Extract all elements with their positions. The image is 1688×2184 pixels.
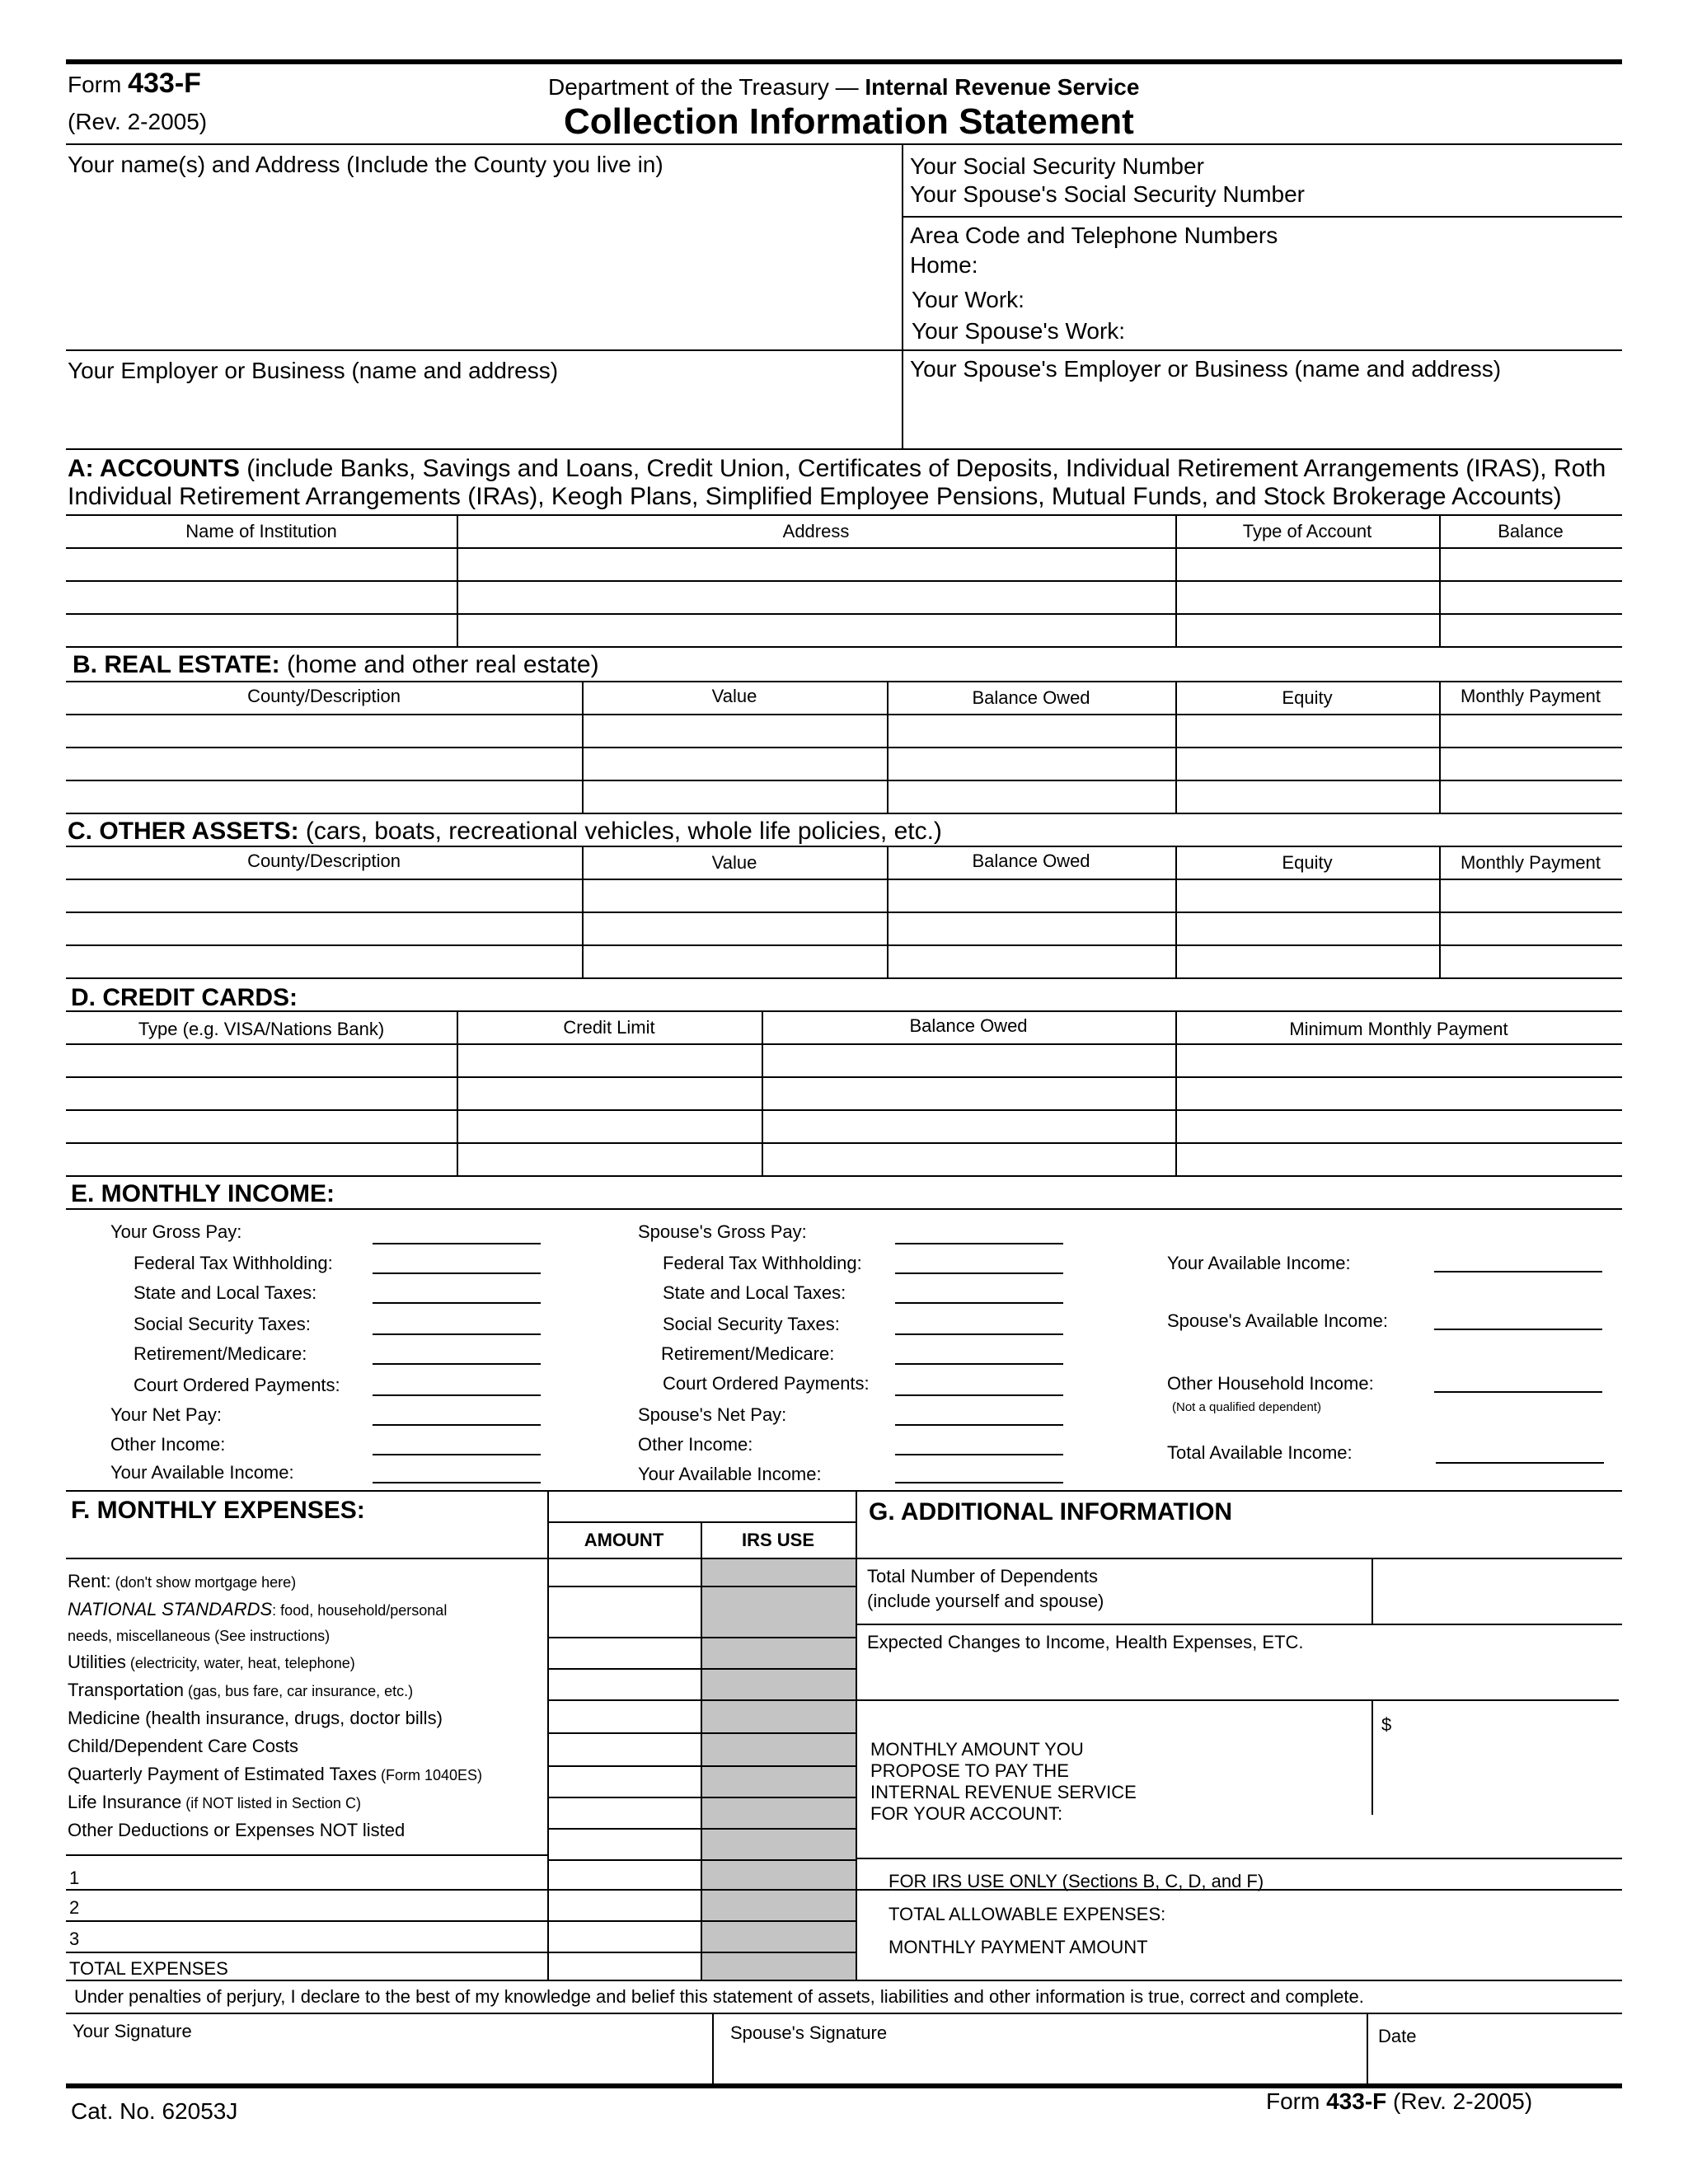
d-col-balance-owed: Balance Owed — [909, 1015, 1028, 1036]
spouse-ss-tax-input[interactable] — [895, 1333, 1063, 1335]
proposed-amount-input[interactable]: $ — [1381, 1714, 1392, 1735]
section-c-title: C. OTHER ASSETS: — [68, 818, 299, 845]
b-col-balance-owed: Balance Owed — [972, 687, 1090, 708]
your-signature-field[interactable]: Your Signature — [73, 2021, 192, 2041]
medicine-label: Medicine (health insurance, drugs, doctor bills) — [68, 1708, 443, 1728]
spouse-court-input[interactable] — [895, 1394, 1063, 1396]
spouse-ss-tax-label: Social Security Taxes: — [663, 1314, 840, 1334]
rule — [547, 1765, 856, 1767]
amount-header: AMOUNT — [584, 1530, 664, 1550]
rule — [66, 1920, 856, 1922]
footer-form-number: 433-F — [1326, 2088, 1387, 2114]
your-court-input[interactable] — [373, 1394, 541, 1396]
section-e-title: E. MONTHLY INCOME: — [71, 1180, 335, 1207]
your-fed-tax-label: Federal Tax Withholding: — [134, 1253, 333, 1273]
rule — [66, 681, 1622, 682]
total-expenses-label: TOTAL EXPENSES — [69, 1958, 228, 1979]
spouse-retirement-input[interactable] — [895, 1363, 1063, 1365]
total-allowable-label: TOTAL ALLOWABLE EXPENSES: — [889, 1904, 1166, 1924]
rule — [856, 1858, 1622, 1859]
rule — [66, 1889, 1622, 1891]
rule — [547, 1637, 856, 1638]
section-b-heading — [73, 653, 599, 677]
spouse-ssn-field[interactable]: Your Spouse's Social Security Number — [910, 181, 1305, 207]
section-a-line1 — [68, 457, 1606, 481]
your-fed-tax-input[interactable] — [373, 1272, 541, 1274]
form-label-header — [68, 69, 201, 97]
divider — [1372, 1699, 1373, 1815]
total-available-income-input[interactable] — [1436, 1462, 1604, 1464]
b-col-monthly-payment: Monthly Payment — [1461, 686, 1601, 706]
propose-line-1: MONTHLY AMOUNT YOU — [870, 1739, 1084, 1760]
rule — [66, 1980, 1622, 1981]
rule — [547, 1668, 856, 1670]
irs-use-only-label: FOR IRS USE ONLY (Sections B, C, D, and F) — [889, 1871, 1264, 1891]
department-line — [548, 76, 1139, 99]
divider — [856, 1490, 857, 1980]
propose-line-2: PROPOSE TO PAY THE — [870, 1760, 1069, 1781]
transportation: Transportation — [68, 1680, 185, 1700]
rule — [66, 714, 1622, 715]
dependents-label-2: (include yourself and spouse) — [867, 1591, 1104, 1611]
spouse-gross-pay-input[interactable] — [895, 1243, 1063, 1244]
d-col-type: Type (e.g. VISA/Nations Bank) — [138, 1019, 385, 1039]
rule — [66, 514, 1622, 516]
spouse-employer-field[interactable]: Your Spouse's Employer or Business (name and address) — [910, 356, 1502, 382]
rent-note: (don't show mortgage here) — [110, 1574, 297, 1591]
section-c-desc: (cars, boats, recreational vehicles, whole life policies, etc.) — [298, 818, 942, 845]
total-spouse-available-input[interactable] — [1434, 1329, 1602, 1330]
divider — [1439, 514, 1441, 646]
work-phone-field[interactable]: Your Work: — [912, 287, 1025, 312]
your-available-income-input[interactable] — [373, 1482, 541, 1483]
your-net-pay-input[interactable] — [373, 1424, 541, 1426]
rule — [66, 846, 1622, 847]
form-number: 433-F — [128, 68, 201, 99]
other-deductions-label: Other Deductions or Expenses NOT listed — [68, 1820, 406, 1840]
c-col-county: County/Description — [247, 851, 401, 871]
rule — [66, 143, 1622, 145]
rule — [66, 747, 1622, 748]
col-address: Address — [782, 521, 850, 541]
perjury-statement: Under penalties of perjury, I declare to the best of my knowledge and belief this statement of assets, liabilities and other information is true, correct and complete. — [74, 1986, 1364, 2007]
rule — [66, 580, 1622, 582]
rule — [547, 1586, 856, 1587]
section-d-title: D. CREDIT CARDS: — [71, 984, 298, 1011]
c-col-equity: Equity — [1282, 852, 1333, 873]
your-retirement-input[interactable] — [373, 1363, 541, 1365]
rule — [66, 1952, 856, 1953]
dependents-label-1: Total Number of Dependents — [867, 1566, 1099, 1586]
your-other-income-input[interactable] — [373, 1454, 541, 1455]
divider — [1439, 681, 1441, 813]
rule — [66, 977, 1622, 979]
life-insurance-label — [68, 1793, 361, 1811]
other-household-income-label: Other Household Income: — [1167, 1373, 1374, 1394]
rule — [547, 1732, 856, 1734]
ssn-field[interactable]: Your Social Security Number — [910, 153, 1204, 179]
top-rule — [66, 59, 1622, 64]
transportation-label — [68, 1681, 413, 1699]
spouse-fed-tax-input[interactable] — [895, 1272, 1063, 1274]
revision-label: (Rev. 2-2005) — [68, 109, 208, 134]
rule — [547, 1859, 856, 1861]
quarterly: Quarterly Payment of Estimated Taxes — [68, 1764, 377, 1784]
irs-use-header: IRS USE — [741, 1530, 815, 1550]
spouse-court-label: Court Ordered Payments: — [663, 1373, 870, 1394]
spouse-other-income-input[interactable] — [895, 1454, 1063, 1455]
not-qualified-note: (Not a qualified dependent) — [1172, 1400, 1321, 1414]
dependents-input[interactable] — [1372, 1558, 1373, 1624]
your-gross-pay-label: Your Gross Pay: — [110, 1221, 242, 1242]
rent: Rent: — [68, 1571, 111, 1591]
divider — [762, 1010, 763, 1175]
footer-form-word: Form — [1266, 2088, 1327, 2114]
rule — [66, 547, 1622, 549]
rule — [547, 1521, 856, 1523]
utilities: Utilities — [68, 1652, 126, 1672]
propose-line-4: FOR YOUR ACCOUNT: — [870, 1803, 1063, 1824]
utilities-note: (electricity, water, heat, telephone) — [125, 1655, 355, 1671]
rule — [66, 1490, 1622, 1492]
divider — [1175, 846, 1177, 977]
spouse-available-income-input[interactable] — [895, 1482, 1063, 1483]
rule — [66, 912, 1622, 913]
your-other-income-label: Other Income: — [110, 1434, 226, 1455]
spouse-gross-pay-label: Spouse's Gross Pay: — [638, 1221, 807, 1242]
total-available-income-label: Total Available Income: — [1167, 1442, 1353, 1463]
line-3-label: 3 — [69, 1929, 80, 1949]
c-col-monthly-payment: Monthly Payment — [1461, 852, 1601, 873]
spouse-fed-tax-label: Federal Tax Withholding: — [663, 1253, 862, 1273]
propose-line-3: INTERNAL REVENUE SERVICE — [870, 1782, 1137, 1802]
transportation-note: (gas, bus fare, car insurance, etc.) — [184, 1683, 414, 1699]
expected-changes-field[interactable]: Expected Changes to Income, Health Expenses, ETC. — [867, 1632, 1304, 1652]
rule — [66, 780, 1622, 781]
rule — [902, 216, 1622, 218]
your-available-income-label: Your Available Income: — [110, 1462, 294, 1483]
divider — [582, 681, 584, 813]
section-f-title: F. MONTHLY EXPENSES: — [71, 1497, 365, 1524]
quarterly-label — [68, 1765, 482, 1783]
rule — [66, 813, 1622, 814]
your-gross-pay-input[interactable] — [373, 1243, 541, 1244]
catalog-number: Cat. No. 62053J — [71, 2098, 238, 2124]
life: Life Insurance — [68, 1792, 182, 1812]
total-your-available-input[interactable] — [1434, 1271, 1602, 1272]
rule — [66, 613, 1622, 615]
other-household-income-input[interactable] — [1434, 1391, 1602, 1393]
agency: Internal Revenue Service — [865, 74, 1140, 100]
spouse-state-tax-input[interactable] — [895, 1302, 1063, 1304]
your-state-tax-input[interactable] — [373, 1302, 541, 1304]
rule — [66, 944, 1622, 946]
home-phone-field[interactable]: Home: — [910, 252, 978, 278]
form-433f — [66, 59, 1622, 2144]
divider — [457, 514, 458, 646]
rule — [547, 1828, 856, 1830]
rule — [66, 349, 1622, 351]
divider — [887, 846, 889, 977]
line-2-label: 2 — [69, 1897, 80, 1918]
total-spouse-available-label: Spouse's Available Income: — [1167, 1310, 1388, 1331]
your-net-pay-label: Your Net Pay: — [110, 1404, 222, 1425]
rule — [856, 1699, 1619, 1701]
rule — [66, 448, 1622, 450]
rule — [547, 1797, 856, 1798]
spouse-state-tax-label: State and Local Taxes: — [663, 1282, 846, 1303]
rule — [547, 1699, 856, 1701]
your-ss-tax-input[interactable] — [373, 1333, 541, 1335]
name-address-field[interactable]: Your name(s) and Address (Include the County you live in) — [68, 152, 663, 177]
department: Department of the Treasury — — [548, 74, 865, 100]
divider — [1439, 846, 1441, 977]
c-col-value: Value — [711, 852, 757, 873]
utilities-label — [68, 1653, 355, 1671]
national-note: : food, household/personal — [272, 1602, 448, 1619]
rule — [66, 1208, 1622, 1210]
b-col-county: County/Description — [247, 686, 401, 706]
divider — [582, 846, 584, 977]
phone-heading: Area Code and Telephone Numbers — [910, 223, 1278, 248]
c-col-balance-owed: Balance Owed — [972, 851, 1090, 871]
divider — [1367, 2013, 1368, 2085]
divider — [887, 681, 889, 813]
national-standards-label — [68, 1601, 447, 1619]
spouse-signature-field[interactable]: Spouse's Signature — [730, 2022, 888, 2043]
rule — [66, 1010, 1622, 1012]
spouse-available-income-label: Your Available Income: — [638, 1464, 822, 1484]
rule — [66, 1076, 1622, 1078]
section-g-title: G. ADDITIONAL INFORMATION — [869, 1498, 1233, 1526]
quarterly-note: (Form 1040ES) — [376, 1767, 483, 1783]
footer-revision: (Rev. 2-2005) — [1386, 2088, 1533, 2114]
rule — [66, 1043, 1622, 1045]
your-state-tax-label: State and Local Taxes: — [134, 1282, 317, 1303]
rule — [856, 1624, 1622, 1625]
total-your-available-label: Your Available Income: — [1167, 1253, 1351, 1273]
b-col-value: Value — [711, 686, 757, 706]
divider — [1175, 681, 1177, 813]
form-word: Form — [68, 72, 122, 97]
section-a-desc1: (include Banks, Savings and Loans, Credit Union, Certificates of Deposits, Individual Retirement Arrangements (IRAS), Roth — [239, 455, 1606, 482]
line-1-label: 1 — [69, 1868, 80, 1888]
monthly-payment-amount-label: MONTHLY PAYMENT AMOUNT — [889, 1937, 1148, 1957]
rule — [66, 1142, 1622, 1144]
divider — [902, 143, 903, 448]
section-a-desc2: Individual Retirement Arrangements (IRAs), Keogh Plans, Simplified Employee Pensions, Mutual Funds, and Stock Brokerage Accounts) — [68, 483, 1562, 510]
rule — [66, 879, 1622, 880]
d-col-credit-limit: Credit Limit — [563, 1017, 655, 1038]
divider — [712, 2013, 714, 2085]
b-col-equity: Equity — [1282, 687, 1333, 708]
spouse-net-pay-input[interactable] — [895, 1424, 1063, 1426]
form-title: Collection Information Statement — [564, 101, 1134, 142]
divider — [457, 1010, 458, 1175]
col-name-of-institution: Name of Institution — [185, 521, 337, 541]
section-a-title: A: ACCOUNTS — [68, 455, 240, 482]
rule — [66, 1854, 547, 1856]
col-balance: Balance — [1498, 521, 1564, 541]
spouse-retirement-label: Retirement/Medicare: — [661, 1343, 835, 1364]
irs-use-column — [702, 1559, 856, 1980]
rule — [66, 2013, 1622, 2014]
national-standards: NATIONAL STANDARDS — [68, 1599, 273, 1619]
rule — [66, 646, 1622, 648]
divider — [1175, 514, 1177, 646]
your-court-label: Court Ordered Payments: — [134, 1375, 340, 1395]
section-b-title: B. REAL ESTATE: — [73, 651, 280, 678]
spouse-work-phone-field[interactable]: Your Spouse's Work: — [912, 318, 1126, 344]
life-note: (if NOT listed in Section C) — [181, 1795, 361, 1811]
col-type-of-account: Type of Account — [1242, 521, 1372, 541]
your-ss-tax-label: Social Security Taxes: — [134, 1314, 311, 1334]
spouse-net-pay-label: Spouse's Net Pay: — [638, 1404, 787, 1425]
date-field[interactable]: Date — [1378, 2026, 1417, 2046]
national-note-2: needs, miscellaneous (See instructions) — [68, 1628, 331, 1644]
rule — [66, 1175, 1622, 1177]
spouse-other-income-label: Other Income: — [638, 1434, 753, 1455]
divider — [1175, 1010, 1177, 1175]
footer-form-label — [1266, 2090, 1532, 2113]
d-col-minimum-payment: Minimum Monthly Payment — [1289, 1019, 1508, 1039]
divider — [547, 1490, 549, 1980]
childcare-label: Child/Dependent Care Costs — [68, 1736, 299, 1756]
section-b-desc: (home and other real estate) — [279, 651, 599, 678]
rent-label — [68, 1572, 296, 1591]
section-c-heading — [68, 819, 942, 844]
employer-field[interactable]: Your Employer or Business (name and address) — [68, 358, 559, 383]
your-retirement-label: Retirement/Medicare: — [134, 1343, 307, 1364]
rule — [66, 1109, 1622, 1111]
